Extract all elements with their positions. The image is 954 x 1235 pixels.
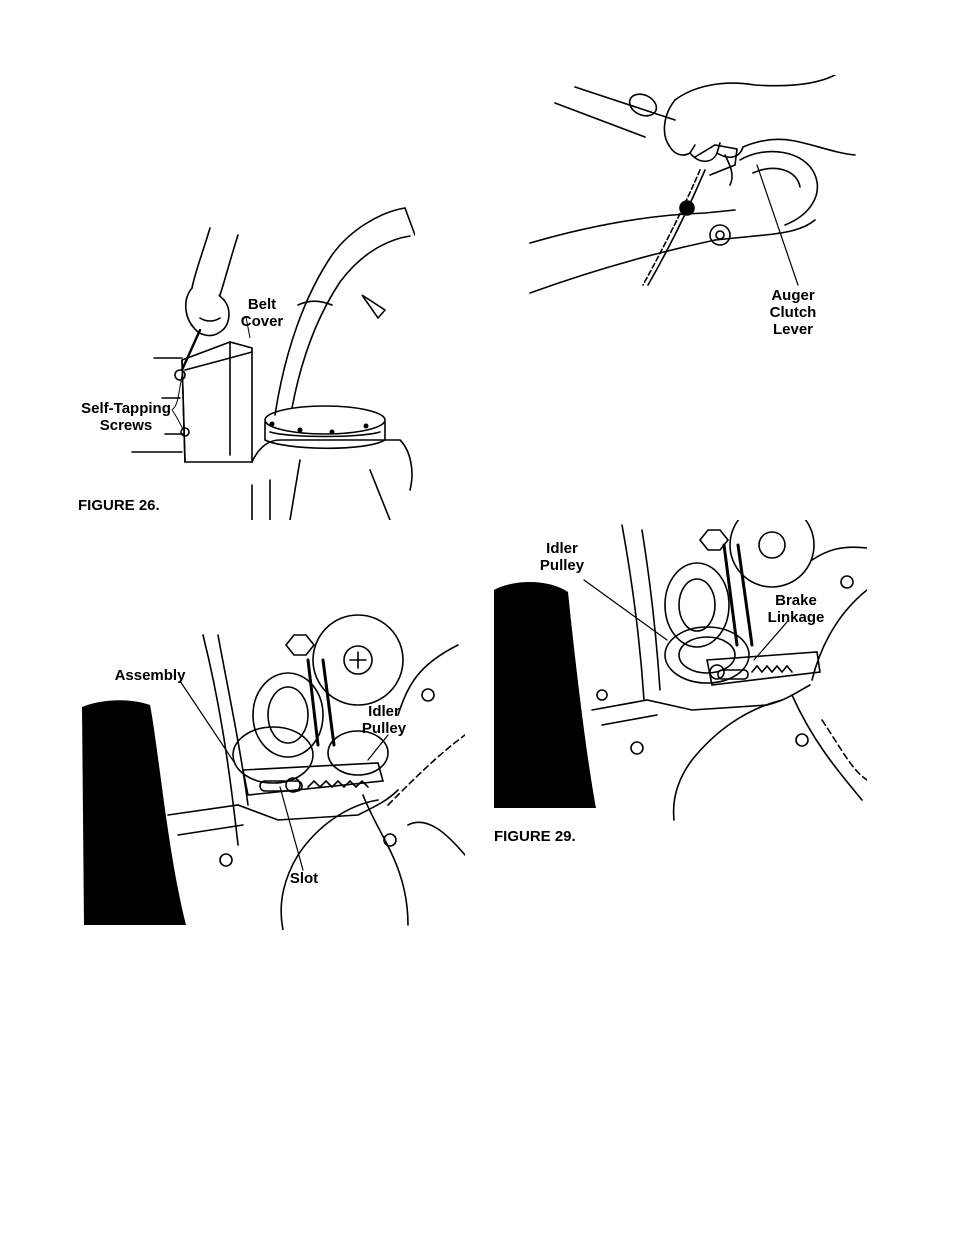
figure-26-caption: FIGURE 26. [78, 497, 160, 514]
self-tapping-screws-label: Self-Tapping Screws [81, 400, 171, 434]
slot-label: Slot [289, 870, 319, 887]
figure-27 [525, 75, 870, 345]
idler-assembly-illustration [78, 605, 465, 930]
belt-cover-label: Belt Cover [240, 296, 284, 330]
figure-29 [492, 520, 867, 885]
figure-28 [78, 605, 465, 930]
tire-shape [82, 700, 186, 925]
brake-linkage-label: Brake Linkage [767, 592, 825, 626]
tire-shape [494, 582, 596, 808]
auger-clutch-lever-label: Auger Clutch Lever [769, 287, 817, 338]
figure-29-caption: FIGURE 29. [494, 828, 576, 845]
figure-26 [70, 200, 415, 520]
assembly-label: Assembly [114, 667, 186, 684]
idler-pulley-label: Idler Pulley [539, 540, 585, 574]
idler-pulley-label: Idler Pulley [361, 703, 407, 737]
belt-cover-illustration [70, 200, 415, 520]
